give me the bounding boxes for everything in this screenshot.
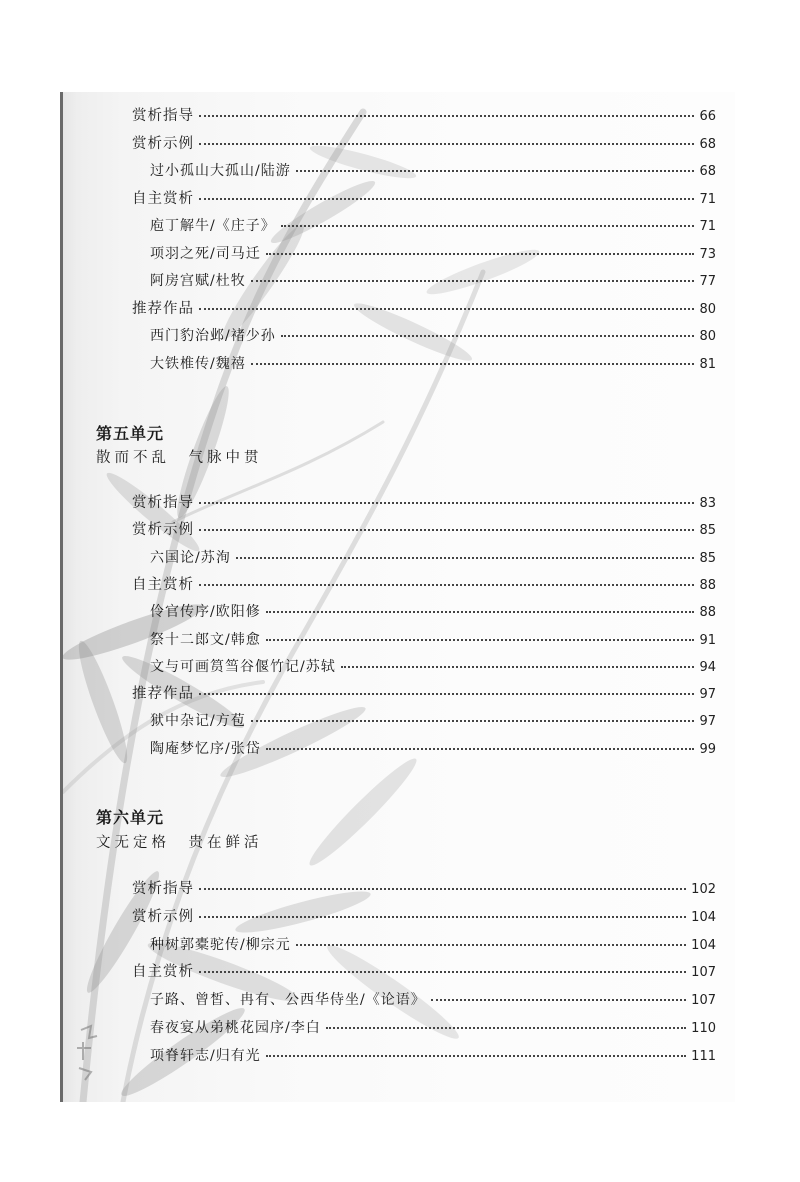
dot-leader	[266, 1053, 686, 1057]
dot-leader	[266, 609, 695, 613]
toc-entry	[150, 217, 716, 236]
dot-leader	[251, 278, 695, 282]
dot-leader	[199, 196, 694, 200]
dot-leader	[199, 691, 694, 695]
dot-leader	[266, 251, 695, 255]
dot-leader	[199, 527, 694, 531]
toc-entry-title: 推荐作品	[132, 300, 194, 317]
toc-entry-title: 自主赏析	[132, 190, 194, 207]
toc-entry	[150, 245, 716, 264]
toc-entry	[132, 300, 716, 319]
toc-entry-page: 83	[699, 496, 716, 511]
toc-entry-page: 80	[699, 301, 716, 317]
unit-subtitle: 散而不乱 气脉中贯	[96, 450, 263, 466]
dot-leader	[251, 718, 695, 722]
toc-entry-page: 111	[691, 1048, 716, 1064]
toc-entry-page: 99	[699, 741, 716, 757]
toc-entry	[150, 603, 716, 622]
toc-entry-title: 项脊轩志/归有光	[150, 1047, 261, 1064]
toc-entry	[150, 991, 716, 1010]
dot-leader	[296, 168, 695, 172]
dot-leader	[199, 141, 694, 145]
dot-leader	[199, 582, 694, 586]
toc-entry-page: 85	[699, 550, 716, 566]
toc-entry-title: 种树郭橐驼传/柳宗元	[150, 936, 291, 953]
dot-leader	[236, 555, 695, 559]
toc-entry	[132, 494, 716, 513]
toc-entry-title: 过小孤山大孤山/陆游	[150, 163, 291, 179]
toc-entry-page: 91	[699, 632, 716, 648]
toc-entry	[150, 1047, 716, 1066]
dot-leader	[199, 113, 694, 117]
toc-entry-title: 阿房宫赋/杜牧	[150, 273, 246, 289]
toc-entry-title: 赏析指导	[132, 108, 194, 124]
toc-entry-page: 107	[691, 965, 716, 981]
toc-entry-page: 71	[699, 219, 716, 234]
toc-entry-page: 68	[699, 136, 716, 152]
toc-entry	[150, 740, 716, 759]
toc-entry-title: 自主赏析	[132, 576, 194, 593]
toc-entry-title: 庖丁解牛/《庄子》	[150, 218, 276, 234]
toc-entry	[132, 521, 716, 540]
toc-entry	[150, 658, 716, 677]
dot-leader	[199, 969, 686, 973]
toc-entry-title: 子路、曾皙、冉有、公西华侍坐/《论语》	[150, 992, 426, 1009]
toc-entry	[132, 908, 716, 927]
toc-entry-title: 赏析指导	[132, 495, 194, 511]
dot-leader	[266, 746, 695, 750]
dot-leader	[296, 942, 686, 946]
toc-entry-title: 推荐作品	[132, 686, 194, 703]
toc-entry-title: 赏析示例	[132, 908, 194, 925]
toc-entry	[150, 355, 716, 374]
toc-entry-page: 104	[691, 937, 716, 953]
toc-entry-title: 春夜宴从弟桃花园序/李白	[150, 1020, 321, 1036]
toc-entry	[132, 190, 716, 209]
toc-entry-page: 85	[699, 523, 716, 539]
dot-leader	[431, 997, 686, 1001]
toc-entry-title: 西门豹治邺/褚少孙	[150, 328, 276, 344]
toc-entry	[132, 576, 716, 595]
toc-entry-title: 赏析示例	[132, 135, 194, 152]
toc-entry	[150, 327, 716, 346]
toc-entry-page: 71	[699, 191, 716, 207]
toc-entry-page: 107	[691, 993, 716, 1009]
dot-leader	[199, 500, 694, 504]
toc-entry	[150, 631, 716, 650]
toc-entry-title: 大铁椎传/魏禧	[150, 355, 246, 372]
dot-leader	[199, 886, 686, 890]
unit-heading: 第五单元	[96, 424, 165, 443]
dot-leader	[281, 223, 695, 227]
dot-leader	[326, 1025, 686, 1029]
toc-entry	[150, 272, 716, 291]
toc-entry-page: 68	[699, 164, 716, 179]
dot-leader	[199, 306, 694, 310]
toc-entry	[132, 107, 716, 126]
toc-entry-title: 狱中杂记/方苞	[150, 713, 246, 730]
toc-entry-title: 陶庵梦忆序/张岱	[150, 740, 261, 757]
toc-entry	[150, 549, 716, 568]
toc-entry-page: 102	[691, 882, 716, 897]
toc-entry-page: 80	[699, 329, 716, 344]
toc-entry	[150, 936, 716, 955]
toc-entry-page: 66	[699, 109, 716, 124]
toc-entry-page: 97	[699, 714, 716, 730]
toc-entry	[150, 712, 716, 731]
dot-leader	[341, 664, 695, 668]
toc-entry-title: 赏析指导	[132, 881, 194, 897]
toc-entry	[132, 685, 716, 704]
toc-entry	[150, 162, 716, 181]
toc-entry-page: 73	[699, 246, 716, 262]
toc-entry-title: 六国论/苏洵	[150, 549, 231, 566]
dot-leader	[199, 914, 686, 918]
toc-entry-title: 祭十二郎文/韩愈	[150, 631, 261, 648]
toc-entry-page: 104	[691, 909, 716, 925]
toc-entry-title: 文与可画筼筜谷偃竹记/苏轼	[150, 658, 336, 675]
toc-entry-title: 自主赏析	[132, 964, 194, 981]
toc-entry-page: 97	[699, 687, 716, 703]
toc-entry-page: 88	[699, 577, 716, 593]
toc-entry-title: 伶官传序/欧阳修	[150, 604, 261, 621]
dot-leader	[251, 361, 695, 365]
toc-entry	[132, 880, 716, 899]
unit-subtitle: 文无定格 贵在鲜活	[96, 835, 263, 851]
toc-entry	[132, 963, 716, 982]
toc-entry-title: 赏析示例	[132, 522, 194, 539]
unit-heading: 第六单元	[96, 808, 165, 827]
toc-entry-page: 94	[699, 659, 716, 675]
toc-entry-page: 110	[691, 1021, 716, 1036]
toc-entry-page: 81	[699, 356, 716, 372]
dot-leader	[266, 637, 695, 641]
toc-entry	[132, 135, 716, 154]
toc-entry-page: 77	[699, 274, 716, 289]
toc-entry	[150, 1019, 716, 1038]
dot-leader	[281, 333, 695, 337]
toc-entry-page: 88	[699, 605, 716, 621]
toc-entry-title: 项羽之死/司马迁	[150, 245, 261, 262]
